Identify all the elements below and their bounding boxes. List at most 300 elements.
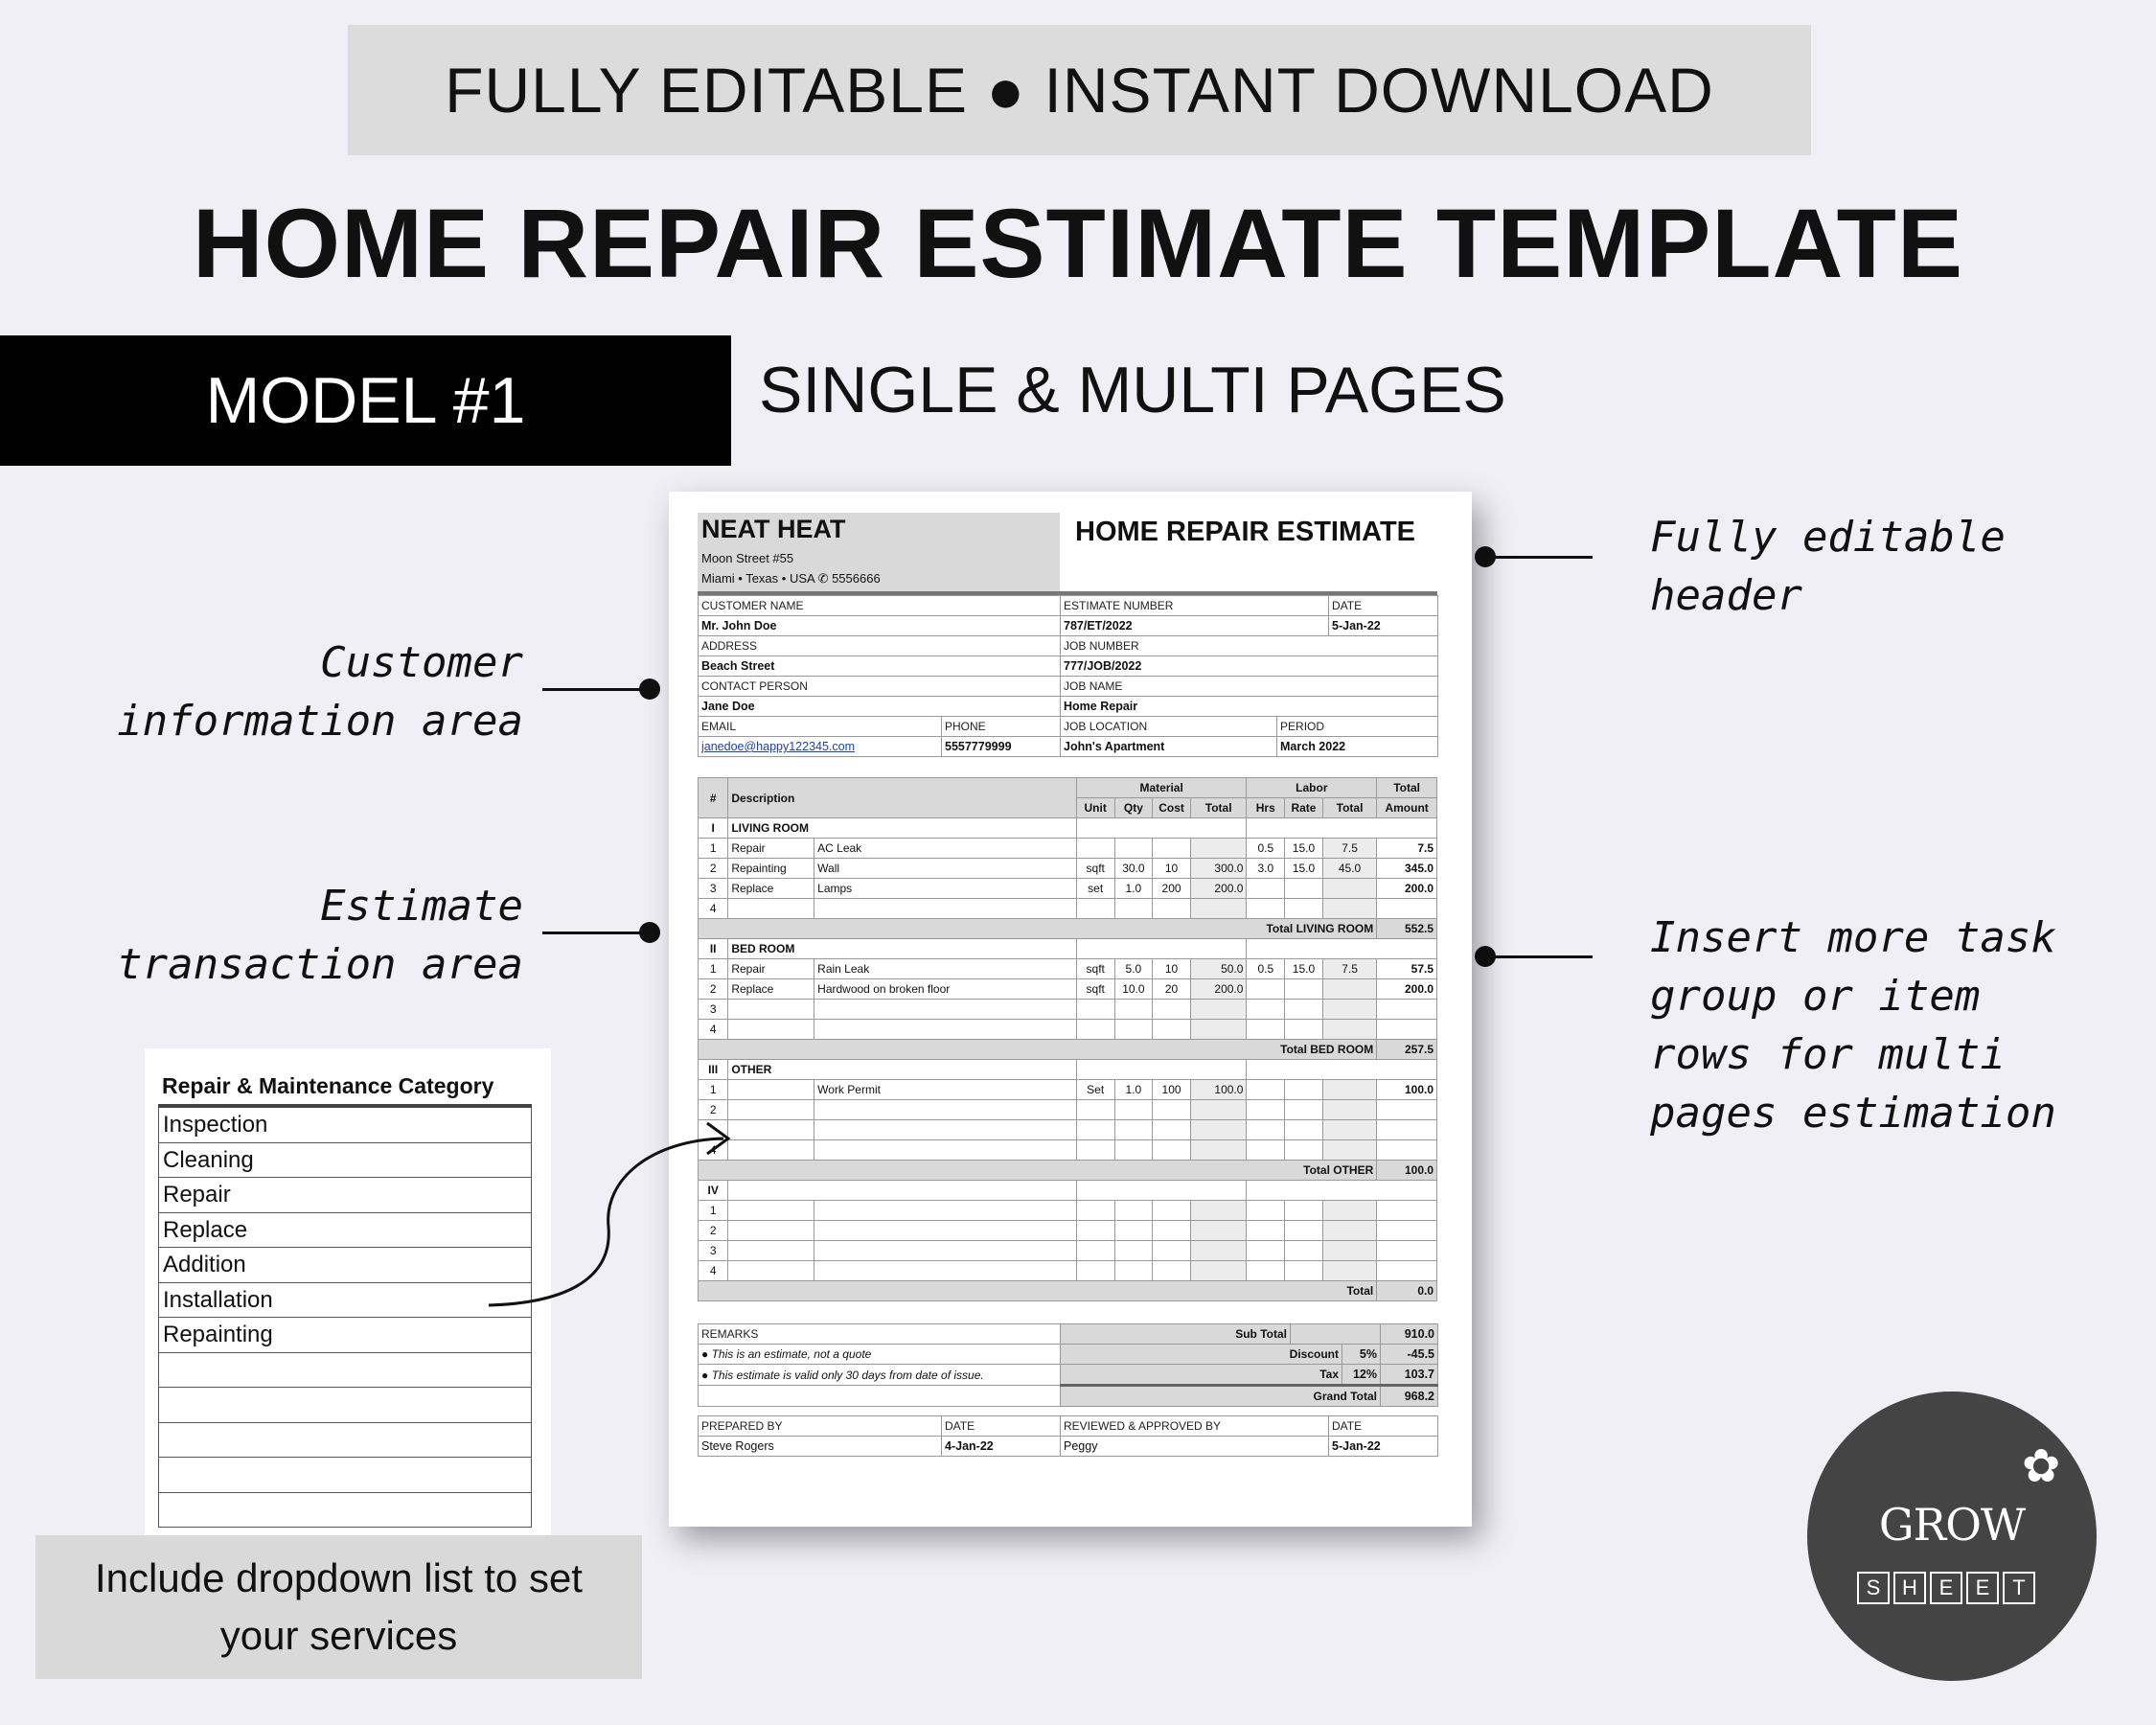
unit-cell[interactable] bbox=[1076, 1201, 1114, 1221]
material-total-cell bbox=[1190, 1261, 1247, 1281]
row-number: 1 bbox=[699, 839, 728, 859]
col-material-header: Material bbox=[1076, 778, 1247, 798]
callout-insert-line bbox=[1485, 955, 1593, 958]
dropdown-option[interactable]: Repainting bbox=[158, 1318, 532, 1353]
logo-letter: T bbox=[2003, 1572, 2035, 1604]
labor-total-cell bbox=[1322, 1080, 1376, 1100]
qty-cell[interactable] bbox=[1114, 1221, 1153, 1241]
item-cell[interactable]: Lamps bbox=[814, 879, 1077, 899]
dropdown-title: Repair & Maintenance Category bbox=[162, 1073, 494, 1098]
company-address-2: Miami • Texas • USA ✆ 5556666 bbox=[701, 571, 881, 586]
email-link[interactable]: janedoe@happy122345.com bbox=[699, 737, 942, 757]
rate-cell[interactable] bbox=[1285, 1000, 1323, 1020]
category-cell[interactable] bbox=[728, 1080, 814, 1100]
hrs-cell[interactable] bbox=[1247, 1020, 1285, 1040]
cost-cell[interactable] bbox=[1153, 1201, 1191, 1221]
labor-total-cell bbox=[1322, 1020, 1376, 1040]
item-cell[interactable] bbox=[814, 1000, 1077, 1020]
unit-cell[interactable] bbox=[1076, 1140, 1114, 1161]
job-location-field[interactable]: John's Apartment bbox=[1061, 737, 1277, 757]
dropdown-option[interactable]: Replace bbox=[158, 1213, 532, 1249]
hrs-cell[interactable] bbox=[1247, 1201, 1285, 1221]
subtotal-label: Sub Total bbox=[1061, 1324, 1291, 1345]
row-number: 2 bbox=[699, 979, 728, 1000]
group-header-spacer bbox=[1076, 939, 1247, 959]
col-hrs-header: Hrs bbox=[1247, 798, 1285, 818]
rate-cell[interactable] bbox=[1285, 1241, 1323, 1261]
table-row bbox=[699, 1241, 1437, 1261]
amount-cell bbox=[1377, 1140, 1437, 1161]
remark-blank[interactable] bbox=[699, 1386, 1061, 1407]
hrs-cell[interactable] bbox=[1247, 1221, 1285, 1241]
dropdown-option[interactable]: Cleaning bbox=[158, 1143, 532, 1179]
email-label: EMAIL bbox=[699, 717, 942, 737]
callout-insert-line4: pages estimation bbox=[1650, 1089, 2056, 1138]
dropdown-option[interactable]: Inspection bbox=[158, 1108, 532, 1143]
prepared-by-label: PREPARED BY bbox=[699, 1416, 942, 1437]
rate-cell[interactable] bbox=[1285, 1201, 1323, 1221]
item-cell[interactable]: Work Permit bbox=[814, 1080, 1077, 1100]
group-total-value: 552.5 bbox=[1377, 919, 1437, 939]
callout-customer-line2: information area bbox=[117, 697, 523, 746]
table-row bbox=[699, 1100, 1437, 1120]
amount-cell bbox=[1377, 1221, 1437, 1241]
hrs-cell[interactable] bbox=[1247, 879, 1285, 899]
job-number-field[interactable]: 777/JOB/2022 bbox=[1061, 656, 1438, 677]
logo-letter: S bbox=[1857, 1572, 1890, 1604]
dropdown-option[interactable]: Repair bbox=[158, 1178, 532, 1213]
item-cell[interactable] bbox=[814, 1221, 1077, 1241]
date-label: DATE bbox=[1329, 596, 1438, 616]
hrs-cell[interactable]: 0.5 bbox=[1247, 839, 1285, 859]
group-total-label: Total BED ROOM bbox=[699, 1040, 1377, 1060]
col-rate-header: Rate bbox=[1285, 798, 1323, 818]
transaction-table bbox=[698, 777, 1437, 1301]
contact-label: CONTACT PERSON bbox=[699, 677, 1061, 697]
col-ltotal-header: Total bbox=[1322, 798, 1376, 818]
reviewed-date-label: DATE bbox=[1329, 1416, 1438, 1437]
amount-cell bbox=[1377, 1000, 1437, 1020]
cost-cell[interactable] bbox=[1153, 1100, 1191, 1120]
rate-cell[interactable] bbox=[1285, 1221, 1323, 1241]
unit-cell[interactable] bbox=[1076, 1020, 1114, 1040]
category-cell[interactable]: Repainting bbox=[728, 859, 814, 879]
callout-insert-line2: group or item bbox=[1650, 972, 1981, 1021]
arrow-icon bbox=[479, 1112, 747, 1322]
growsheet-logo bbox=[1807, 1392, 2097, 1681]
period-field[interactable]: March 2022 bbox=[1277, 737, 1438, 757]
labor-total-cell bbox=[1322, 1120, 1376, 1140]
table-row bbox=[699, 1020, 1437, 1040]
amount-cell bbox=[1377, 1261, 1437, 1281]
qty-cell[interactable] bbox=[1114, 1020, 1153, 1040]
rate-cell[interactable]: 15.0 bbox=[1285, 839, 1323, 859]
prepared-date-label: DATE bbox=[942, 1416, 1061, 1437]
amount-cell: 57.5 bbox=[1377, 959, 1437, 979]
cost-cell[interactable]: 10 bbox=[1153, 959, 1191, 979]
unit-cell[interactable] bbox=[1076, 1221, 1114, 1241]
table-row bbox=[699, 959, 1437, 979]
remark-1[interactable]: ● This is an estimate, not a quote bbox=[699, 1345, 1061, 1365]
qty-cell[interactable] bbox=[1114, 899, 1153, 919]
col-unit-header: Unit bbox=[1076, 798, 1114, 818]
phone-label: PHONE bbox=[942, 717, 1061, 737]
hrs-cell[interactable] bbox=[1247, 1261, 1285, 1281]
prepared-by-field[interactable]: Steve Rogers bbox=[699, 1437, 942, 1457]
phone-field[interactable]: 5557779999 bbox=[942, 737, 1061, 757]
group-total-label: Total OTHER bbox=[699, 1161, 1377, 1181]
unit-cell[interactable] bbox=[1076, 1241, 1114, 1261]
group-number: II bbox=[699, 939, 728, 959]
group-total-row bbox=[699, 1161, 1437, 1181]
logo-letters bbox=[1857, 1572, 2035, 1604]
material-total-cell bbox=[1190, 1201, 1247, 1221]
callout-transaction-line1: Estimate bbox=[320, 882, 523, 931]
group-header-spacer bbox=[1076, 1181, 1247, 1201]
table-row bbox=[699, 1000, 1437, 1020]
category-cell[interactable] bbox=[728, 1020, 814, 1040]
table-row bbox=[699, 1120, 1437, 1140]
group-header-spacer bbox=[1247, 818, 1437, 839]
callout-transaction bbox=[57, 877, 523, 994]
material-total-cell bbox=[1190, 1020, 1247, 1040]
col-qty-header: Qty bbox=[1114, 798, 1153, 818]
group-name[interactable]: OTHER bbox=[728, 1060, 1077, 1080]
job-name-field[interactable]: Home Repair bbox=[1061, 697, 1438, 717]
material-total-cell: 100.0 bbox=[1190, 1080, 1247, 1100]
material-total-cell: 200.0 bbox=[1190, 879, 1247, 899]
group-header-spacer bbox=[1247, 939, 1437, 959]
row-number: 2 bbox=[699, 859, 728, 879]
unit-cell[interactable]: sqft bbox=[1076, 979, 1114, 1000]
qty-cell[interactable] bbox=[1114, 1261, 1153, 1281]
estimate-number-field[interactable]: 787/ET/2022 bbox=[1061, 616, 1329, 636]
dropdown-option[interactable] bbox=[158, 1353, 532, 1389]
dropdown-option[interactable] bbox=[158, 1458, 532, 1493]
group-name[interactable] bbox=[728, 1181, 1077, 1201]
hrs-cell[interactable] bbox=[1247, 979, 1285, 1000]
estimate-document bbox=[669, 492, 1472, 1527]
customer-info-table bbox=[698, 595, 1438, 757]
address-field[interactable]: Beach Street bbox=[699, 656, 1061, 677]
logo-letter: E bbox=[1966, 1572, 1999, 1604]
callout-header bbox=[1650, 508, 2006, 625]
unit-cell[interactable]: sqft bbox=[1076, 959, 1114, 979]
item-cell[interactable] bbox=[814, 1020, 1077, 1040]
category-cell[interactable]: Repair bbox=[728, 959, 814, 979]
rate-cell[interactable] bbox=[1285, 979, 1323, 1000]
logo-wordmark: GROW bbox=[1878, 1499, 2026, 1551]
dropdown-option[interactable] bbox=[158, 1423, 532, 1459]
dropdown-option[interactable]: Addition bbox=[158, 1248, 532, 1283]
unit-cell[interactable] bbox=[1076, 1000, 1114, 1020]
company-address-1: Moon Street #55 bbox=[701, 551, 794, 565]
material-total-cell bbox=[1190, 1241, 1247, 1261]
item-cell[interactable]: Rain Leak bbox=[814, 959, 1077, 979]
group-name[interactable]: BED ROOM bbox=[728, 939, 1077, 959]
estimate-number-label: ESTIMATE NUMBER bbox=[1061, 596, 1329, 616]
labor-total-cell bbox=[1322, 1000, 1376, 1020]
row-number: 3 bbox=[699, 1000, 728, 1020]
item-cell[interactable]: Hardwood on broken floor bbox=[814, 979, 1077, 1000]
cost-cell[interactable] bbox=[1153, 1261, 1191, 1281]
amount-cell: 7.5 bbox=[1377, 839, 1437, 859]
remark-2[interactable]: ● This estimate is valid only 30 days from date of issue. bbox=[699, 1365, 1061, 1386]
group-number: IV bbox=[699, 1181, 728, 1201]
callout-customer-dot bbox=[639, 678, 660, 700]
address-label: ADDRESS bbox=[699, 636, 1061, 656]
item-cell[interactable] bbox=[814, 1201, 1077, 1221]
labor-total-cell bbox=[1322, 979, 1376, 1000]
hrs-cell[interactable] bbox=[1247, 899, 1285, 919]
hrs-cell[interactable] bbox=[1247, 1080, 1285, 1100]
cost-cell[interactable] bbox=[1153, 1000, 1191, 1020]
material-total-cell: 300.0 bbox=[1190, 859, 1247, 879]
table-row bbox=[699, 979, 1437, 1000]
group-header-row bbox=[699, 1181, 1437, 1201]
cost-cell[interactable]: 20 bbox=[1153, 979, 1191, 1000]
group-total-value: 257.5 bbox=[1377, 1040, 1437, 1060]
table-row bbox=[699, 899, 1437, 919]
dropdown-note-line2: your services bbox=[219, 1613, 458, 1658]
cost-cell[interactable] bbox=[1153, 1140, 1191, 1161]
dropdown-option[interactable]: Installation bbox=[158, 1283, 532, 1319]
qty-cell[interactable] bbox=[1114, 1000, 1153, 1020]
row-number: 1 bbox=[699, 1201, 728, 1221]
rate-cell[interactable] bbox=[1285, 1261, 1323, 1281]
item-cell[interactable]: Wall bbox=[814, 859, 1077, 879]
cost-cell[interactable] bbox=[1153, 1241, 1191, 1261]
row-number: 4 bbox=[699, 1261, 728, 1281]
table-row bbox=[699, 1080, 1437, 1100]
customer-name-label: CUSTOMER NAME bbox=[699, 596, 1061, 616]
unit-cell[interactable] bbox=[1076, 1100, 1114, 1120]
flower-icon: ✿ bbox=[2022, 1441, 2061, 1492]
hrs-cell[interactable] bbox=[1247, 1241, 1285, 1261]
row-number: 2 bbox=[699, 1100, 728, 1120]
remarks-label: REMARKS bbox=[699, 1324, 1061, 1345]
group-header-spacer bbox=[1076, 818, 1247, 839]
dropdown-note-line1: Include dropdown list to set bbox=[95, 1555, 583, 1600]
table-row bbox=[699, 1221, 1437, 1241]
subtotal-value: 910.0 bbox=[1381, 1324, 1438, 1345]
callout-header-line2: header bbox=[1650, 571, 1802, 620]
unit-cell[interactable] bbox=[1076, 839, 1114, 859]
group-total-label: Total bbox=[699, 1281, 1377, 1301]
unit-cell[interactable] bbox=[1076, 1261, 1114, 1281]
row-number: 3 bbox=[699, 1241, 728, 1261]
item-cell[interactable] bbox=[814, 1120, 1077, 1140]
subheading: SINGLE & MULTI PAGES bbox=[759, 354, 1506, 426]
amount-cell bbox=[1377, 1120, 1437, 1140]
unit-cell[interactable] bbox=[1076, 1120, 1114, 1140]
tax-value: 103.7 bbox=[1381, 1365, 1438, 1386]
cost-cell[interactable] bbox=[1153, 1221, 1191, 1241]
col-total-amount-header-2: Amount bbox=[1377, 798, 1437, 818]
item-cell[interactable] bbox=[814, 1100, 1077, 1120]
category-cell[interactable]: Replace bbox=[728, 879, 814, 899]
qty-cell[interactable]: 1.0 bbox=[1114, 879, 1153, 899]
item-cell[interactable] bbox=[814, 899, 1077, 919]
page-title: HOME REPAIR ESTIMATE TEMPLATE bbox=[192, 189, 1964, 298]
table-row bbox=[699, 879, 1437, 899]
category-cell[interactable] bbox=[728, 899, 814, 919]
unit-cell[interactable]: Set bbox=[1076, 1080, 1114, 1100]
material-total-cell: 200.0 bbox=[1190, 979, 1247, 1000]
callout-transaction-line bbox=[542, 932, 650, 934]
rate-cell[interactable] bbox=[1285, 1120, 1323, 1140]
rate-cell[interactable]: 15.0 bbox=[1285, 959, 1323, 979]
qty-cell[interactable] bbox=[1114, 1241, 1153, 1261]
cost-cell[interactable] bbox=[1153, 1020, 1191, 1040]
reviewed-date-field[interactable]: 5-Jan-22 bbox=[1329, 1437, 1438, 1457]
labor-total-cell bbox=[1322, 899, 1376, 919]
hrs-cell[interactable]: 0.5 bbox=[1247, 959, 1285, 979]
col-total-amount-header-1: Total bbox=[1377, 778, 1437, 798]
item-cell[interactable] bbox=[814, 1261, 1077, 1281]
qty-cell[interactable] bbox=[1114, 839, 1153, 859]
date-field[interactable]: 5-Jan-22 bbox=[1329, 616, 1438, 636]
dropdown-note bbox=[35, 1535, 642, 1679]
table-row bbox=[699, 1261, 1437, 1281]
material-total-cell bbox=[1190, 1140, 1247, 1161]
unit-cell[interactable]: set bbox=[1076, 879, 1114, 899]
subtotal-pct-cell bbox=[1291, 1324, 1381, 1345]
amount-cell: 200.0 bbox=[1377, 979, 1437, 1000]
col-description-header: Description bbox=[728, 778, 1077, 818]
group-number: I bbox=[699, 818, 728, 839]
qty-cell[interactable] bbox=[1114, 1201, 1153, 1221]
hrs-cell[interactable] bbox=[1247, 1120, 1285, 1140]
dropdown-option[interactable] bbox=[158, 1388, 532, 1423]
qty-cell[interactable] bbox=[1114, 1140, 1153, 1161]
customer-name-field[interactable]: Mr. John Doe bbox=[699, 616, 1061, 636]
callout-header-line bbox=[1485, 556, 1593, 559]
reviewed-by-field[interactable]: Peggy bbox=[1061, 1437, 1329, 1457]
qty-cell[interactable] bbox=[1114, 1100, 1153, 1120]
row-number: 4 bbox=[699, 899, 728, 919]
rate-cell[interactable] bbox=[1285, 1140, 1323, 1161]
group-header-spacer bbox=[1247, 1060, 1437, 1080]
group-header-row bbox=[699, 818, 1437, 839]
item-cell[interactable] bbox=[814, 1241, 1077, 1261]
category-cell[interactable]: Repair bbox=[728, 839, 814, 859]
cost-cell[interactable]: 100 bbox=[1153, 1080, 1191, 1100]
rate-cell[interactable] bbox=[1285, 899, 1323, 919]
callout-customer bbox=[57, 633, 523, 750]
summary-table bbox=[698, 1323, 1438, 1407]
table-row bbox=[699, 839, 1437, 859]
group-name[interactable]: LIVING ROOM bbox=[728, 818, 1077, 839]
cost-cell[interactable] bbox=[1153, 839, 1191, 859]
row-number: 3 bbox=[699, 879, 728, 899]
qty-cell[interactable]: 1.0 bbox=[1114, 1080, 1153, 1100]
group-total-row bbox=[699, 1281, 1437, 1301]
callout-insert-line1: Insert more task bbox=[1650, 913, 2056, 962]
company-header[interactable] bbox=[698, 513, 1060, 591]
discount-pct[interactable]: 5% bbox=[1342, 1345, 1381, 1365]
top-banner: FULLY EDITABLE ● INSTANT DOWNLOAD bbox=[348, 25, 1811, 155]
material-total-cell bbox=[1190, 1120, 1247, 1140]
col-mtotal-header: Total bbox=[1190, 798, 1247, 818]
callout-transaction-dot bbox=[639, 922, 660, 943]
grand-total-label: Grand Total bbox=[1061, 1386, 1381, 1407]
unit-cell[interactable]: sqft bbox=[1076, 859, 1114, 879]
group-total-row bbox=[699, 919, 1437, 939]
cost-cell[interactable] bbox=[1153, 1120, 1191, 1140]
category-cell[interactable] bbox=[728, 1000, 814, 1020]
cost-cell[interactable]: 10 bbox=[1153, 859, 1191, 879]
unit-cell[interactable] bbox=[1076, 899, 1114, 919]
tax-pct[interactable]: 12% bbox=[1342, 1365, 1381, 1386]
material-total-cell bbox=[1190, 1100, 1247, 1120]
group-total-value: 100.0 bbox=[1377, 1161, 1437, 1181]
qty-cell[interactable]: 30.0 bbox=[1114, 859, 1153, 879]
qty-cell[interactable] bbox=[1114, 1120, 1153, 1140]
job-name-label: JOB NAME bbox=[1061, 677, 1438, 697]
prepared-date-field[interactable]: 4-Jan-22 bbox=[942, 1437, 1061, 1457]
group-total-row bbox=[699, 1040, 1437, 1060]
hrs-cell[interactable] bbox=[1247, 1140, 1285, 1161]
amount-cell: 100.0 bbox=[1377, 1080, 1437, 1100]
group-header-spacer bbox=[1076, 1060, 1247, 1080]
amount-cell bbox=[1377, 1201, 1437, 1221]
hrs-cell[interactable] bbox=[1247, 1000, 1285, 1020]
qty-cell[interactable]: 10.0 bbox=[1114, 979, 1153, 1000]
item-cell[interactable] bbox=[814, 1140, 1077, 1161]
row-number: 2 bbox=[699, 1221, 728, 1241]
labor-total-cell bbox=[1322, 1201, 1376, 1221]
discount-label: Discount bbox=[1061, 1345, 1342, 1365]
category-list bbox=[158, 1104, 532, 1528]
tax-label: Tax bbox=[1061, 1365, 1342, 1386]
callout-customer-line1: Customer bbox=[320, 638, 523, 687]
discount-value: -45.5 bbox=[1381, 1345, 1438, 1365]
labor-total-cell: 7.5 bbox=[1322, 959, 1376, 979]
table-row bbox=[699, 1201, 1437, 1221]
rate-cell[interactable] bbox=[1285, 1080, 1323, 1100]
qty-cell[interactable]: 5.0 bbox=[1114, 959, 1153, 979]
contact-field[interactable]: Jane Doe bbox=[699, 697, 1061, 717]
material-total-cell: 50.0 bbox=[1190, 959, 1247, 979]
hrs-cell[interactable]: 3.0 bbox=[1247, 859, 1285, 879]
col-labor-header: Labor bbox=[1247, 778, 1377, 798]
rate-cell[interactable] bbox=[1285, 1020, 1323, 1040]
rate-cell[interactable] bbox=[1285, 1100, 1323, 1120]
job-number-label: JOB NUMBER bbox=[1061, 636, 1438, 656]
category-cell[interactable]: Replace bbox=[728, 979, 814, 1000]
labor-total-cell bbox=[1322, 879, 1376, 899]
grand-total-value: 968.2 bbox=[1381, 1386, 1438, 1407]
dropdown-option[interactable] bbox=[158, 1493, 532, 1529]
item-cell[interactable]: AC Leak bbox=[814, 839, 1077, 859]
group-total-value: 0.0 bbox=[1377, 1281, 1437, 1301]
callout-header-line1: Fully editable bbox=[1650, 513, 2006, 562]
reviewed-label: REVIEWED & APPROVED BY bbox=[1061, 1416, 1329, 1437]
labor-total-cell: 45.0 bbox=[1322, 859, 1376, 879]
cost-cell[interactable] bbox=[1153, 899, 1191, 919]
group-total-label: Total LIVING ROOM bbox=[699, 919, 1377, 939]
rate-cell[interactable] bbox=[1285, 879, 1323, 899]
company-name: NEAT HEAT bbox=[701, 515, 846, 543]
labor-total-cell bbox=[1322, 1261, 1376, 1281]
estimate-title: HOME REPAIR ESTIMATE bbox=[1075, 517, 1415, 547]
amount-cell bbox=[1377, 1241, 1437, 1261]
group-number: III bbox=[699, 1060, 728, 1080]
cost-cell[interactable]: 200 bbox=[1153, 879, 1191, 899]
hrs-cell[interactable] bbox=[1247, 1100, 1285, 1120]
rate-cell[interactable]: 15.0 bbox=[1285, 859, 1323, 879]
